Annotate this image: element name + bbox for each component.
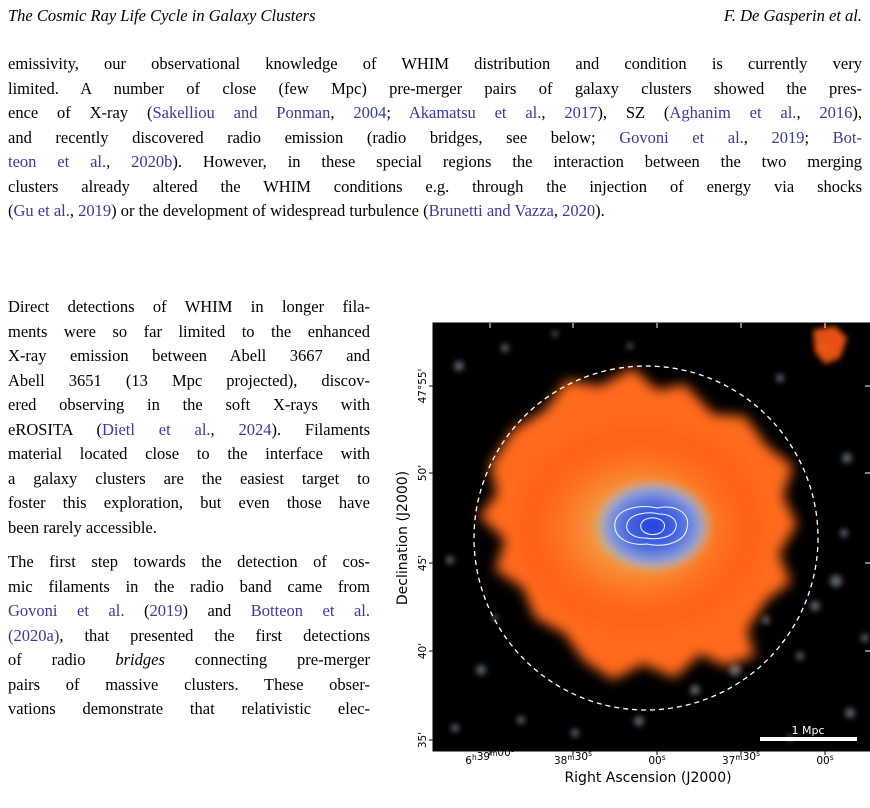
citation-link[interactable]: 2019: [771, 127, 805, 147]
text-run: ). Filaments: [271, 419, 370, 439]
text-line: [8, 126, 862, 151]
y-tick-label: 47°55': [417, 368, 429, 404]
running-head-author: F. De Gasperin et al.: [723, 6, 862, 25]
text-line: [8, 575, 370, 600]
text-run: a galaxy clusters are the easiest target to: [8, 468, 370, 488]
citation-link[interactable]: Bot-: [832, 127, 862, 147]
text-line: [8, 77, 862, 102]
citation-link[interactable]: teon et al.: [8, 152, 107, 171]
running-head: [8, 6, 862, 26]
citation-link[interactable]: 2016: [819, 103, 853, 122]
text-line: [8, 697, 370, 722]
text-run: Abell 3651 (13 Mpc projected), discov-: [8, 370, 370, 390]
citation-link[interactable]: 2020: [562, 201, 596, 220]
text-line: [8, 199, 862, 224]
citation-link[interactable]: Govoni et al.: [619, 127, 744, 147]
citation-link[interactable]: Botteon et al.: [250, 601, 370, 620]
text-run: been rarely accessible.: [8, 517, 157, 537]
text-run: ), SZ (: [597, 103, 670, 122]
text-run: limited. A number of close (few Mpc) pre-merger pairs of galaxy clusters showed the pres-: [8, 78, 862, 98]
citation-link[interactable]: 2019: [149, 601, 183, 620]
text-run: ,: [796, 103, 820, 122]
text-run: ) or the development of widespread turbulence (: [111, 201, 429, 220]
text-line: [8, 344, 370, 369]
text-run: mic filaments in the radio band came from: [8, 576, 370, 596]
text-run: X-ray emission between Abell 3667 and: [8, 346, 370, 365]
y-tick-label: 40': [417, 642, 429, 660]
text-line: [8, 648, 370, 673]
x-tick-label: 00$^s$: [816, 753, 834, 767]
text-run: ments were so far limited to the enhanced: [8, 321, 370, 341]
text-column: [8, 295, 370, 722]
text-line: [8, 550, 370, 575]
text-line: [8, 673, 370, 698]
citation-link[interactable]: Brunetti and Vazza: [428, 201, 554, 220]
y-tick-labels: [417, 369, 429, 749]
text-line: [8, 150, 862, 175]
citation-link[interactable]: Dietl et al.: [101, 419, 211, 439]
paragraph-radio-bridges: [8, 550, 370, 722]
citation-link[interactable]: 2020b: [131, 152, 173, 171]
text-run: Direct detections of WHIM in longer fila-: [8, 297, 370, 316]
text-run: ,: [69, 201, 79, 220]
radio-core: [591, 478, 715, 574]
citation-link[interactable]: (2020a): [8, 625, 60, 645]
text-run: foster this exploration, but even those have: [8, 493, 370, 512]
text-run: material located close to the interface with: [8, 444, 370, 463]
x-tick-label: 37$^m$30$^s$: [722, 749, 760, 767]
text-line: [8, 393, 370, 418]
text-run: of radio: [8, 650, 116, 669]
citation-link[interactable]: 2004: [353, 103, 387, 122]
text-run: ). However, in these special regions the interaction between the two merging: [172, 152, 862, 171]
x-axis-label: Right Ascension (J2000): [564, 770, 732, 786]
text-run: ,: [743, 127, 772, 147]
figure-cluster-image: [395, 318, 870, 808]
text-run: ,: [106, 152, 132, 171]
citation-link[interactable]: Govoni et al.: [8, 601, 125, 620]
text-line: [8, 418, 370, 443]
text-run: , that presented the first detections: [59, 625, 370, 645]
text-run: vations demonstrate that relativistic elec-: [8, 699, 370, 718]
text-line: [8, 369, 370, 394]
text-line: [8, 101, 862, 126]
text-run: connecting pre-merger: [164, 650, 370, 669]
text-run: and recently discovered radio emission (radio bridges, see below;: [8, 127, 620, 147]
x-tick-label: 00$^s$: [648, 753, 666, 767]
text-run: eROSITA (: [8, 419, 102, 439]
text-run: The first step towards the detection of cos-: [8, 552, 370, 571]
text-line: [8, 320, 370, 345]
y-tick-label: 35': [417, 731, 429, 749]
text-run: bridges: [115, 650, 165, 669]
paragraph-whim-detections: [8, 295, 370, 540]
text-run: ,: [541, 103, 565, 122]
scalebar-label: 1 Mpc: [791, 724, 825, 737]
text-run: clusters already altered the WHIM conditions e.g. through the injection of energy via shocks: [8, 176, 862, 196]
text-run: ered observing in the soft X-rays with: [8, 395, 370, 414]
text-run: ) and: [182, 601, 251, 620]
text-run: ,: [330, 103, 354, 122]
text-run: ,: [210, 419, 239, 439]
text-run: ;: [386, 103, 409, 122]
figure-svg: [395, 318, 870, 808]
text-run: ).: [595, 201, 605, 220]
y-tick-label: 50': [417, 464, 429, 482]
text-line: [8, 442, 370, 467]
text-run: ,: [553, 201, 563, 220]
x-tick-label: 38$^m$30$^s$: [554, 749, 592, 767]
citation-link[interactable]: 2024: [238, 419, 272, 439]
running-head-title: The Cosmic Ray Life Cycle in Galaxy Clusters: [8, 6, 316, 25]
text-line: [8, 175, 862, 200]
text-run: ;: [804, 127, 833, 147]
text-run: ),: [852, 103, 863, 122]
text-line: [8, 491, 370, 516]
citation-link[interactable]: Gu et al.: [13, 201, 70, 220]
y-tick-label: 45': [417, 554, 429, 572]
citation-link[interactable]: 2019: [78, 201, 112, 220]
text-line: [8, 516, 370, 541]
text-line: [8, 599, 370, 624]
citation-link[interactable]: 2017: [564, 103, 598, 122]
text-line: [8, 624, 370, 649]
text-line: [8, 467, 370, 492]
y-axis-label: Declination (J2000): [395, 470, 411, 606]
text-run: (: [124, 601, 150, 620]
text-line: [8, 295, 370, 320]
citation-link[interactable]: Aghanim et al.: [669, 103, 797, 122]
paragraph-full-width: [8, 52, 862, 224]
text-run: emissivity, our observational knowledge of WHIM distribution and condition is currently very: [8, 54, 862, 73]
text-line: [8, 52, 862, 77]
citation-link[interactable]: Sakelliou and Ponman: [152, 103, 331, 122]
text-run: pairs of massive clusters. These obser-: [8, 674, 370, 694]
x-tick-label: 6$^h$39$^m$00$^s$: [465, 745, 515, 767]
text-run: ence of X-ray (: [8, 103, 153, 122]
text-run: (: [8, 201, 14, 220]
citation-link[interactable]: Akamatsu et al.: [408, 103, 542, 122]
y-ticks-left: [429, 386, 433, 740]
